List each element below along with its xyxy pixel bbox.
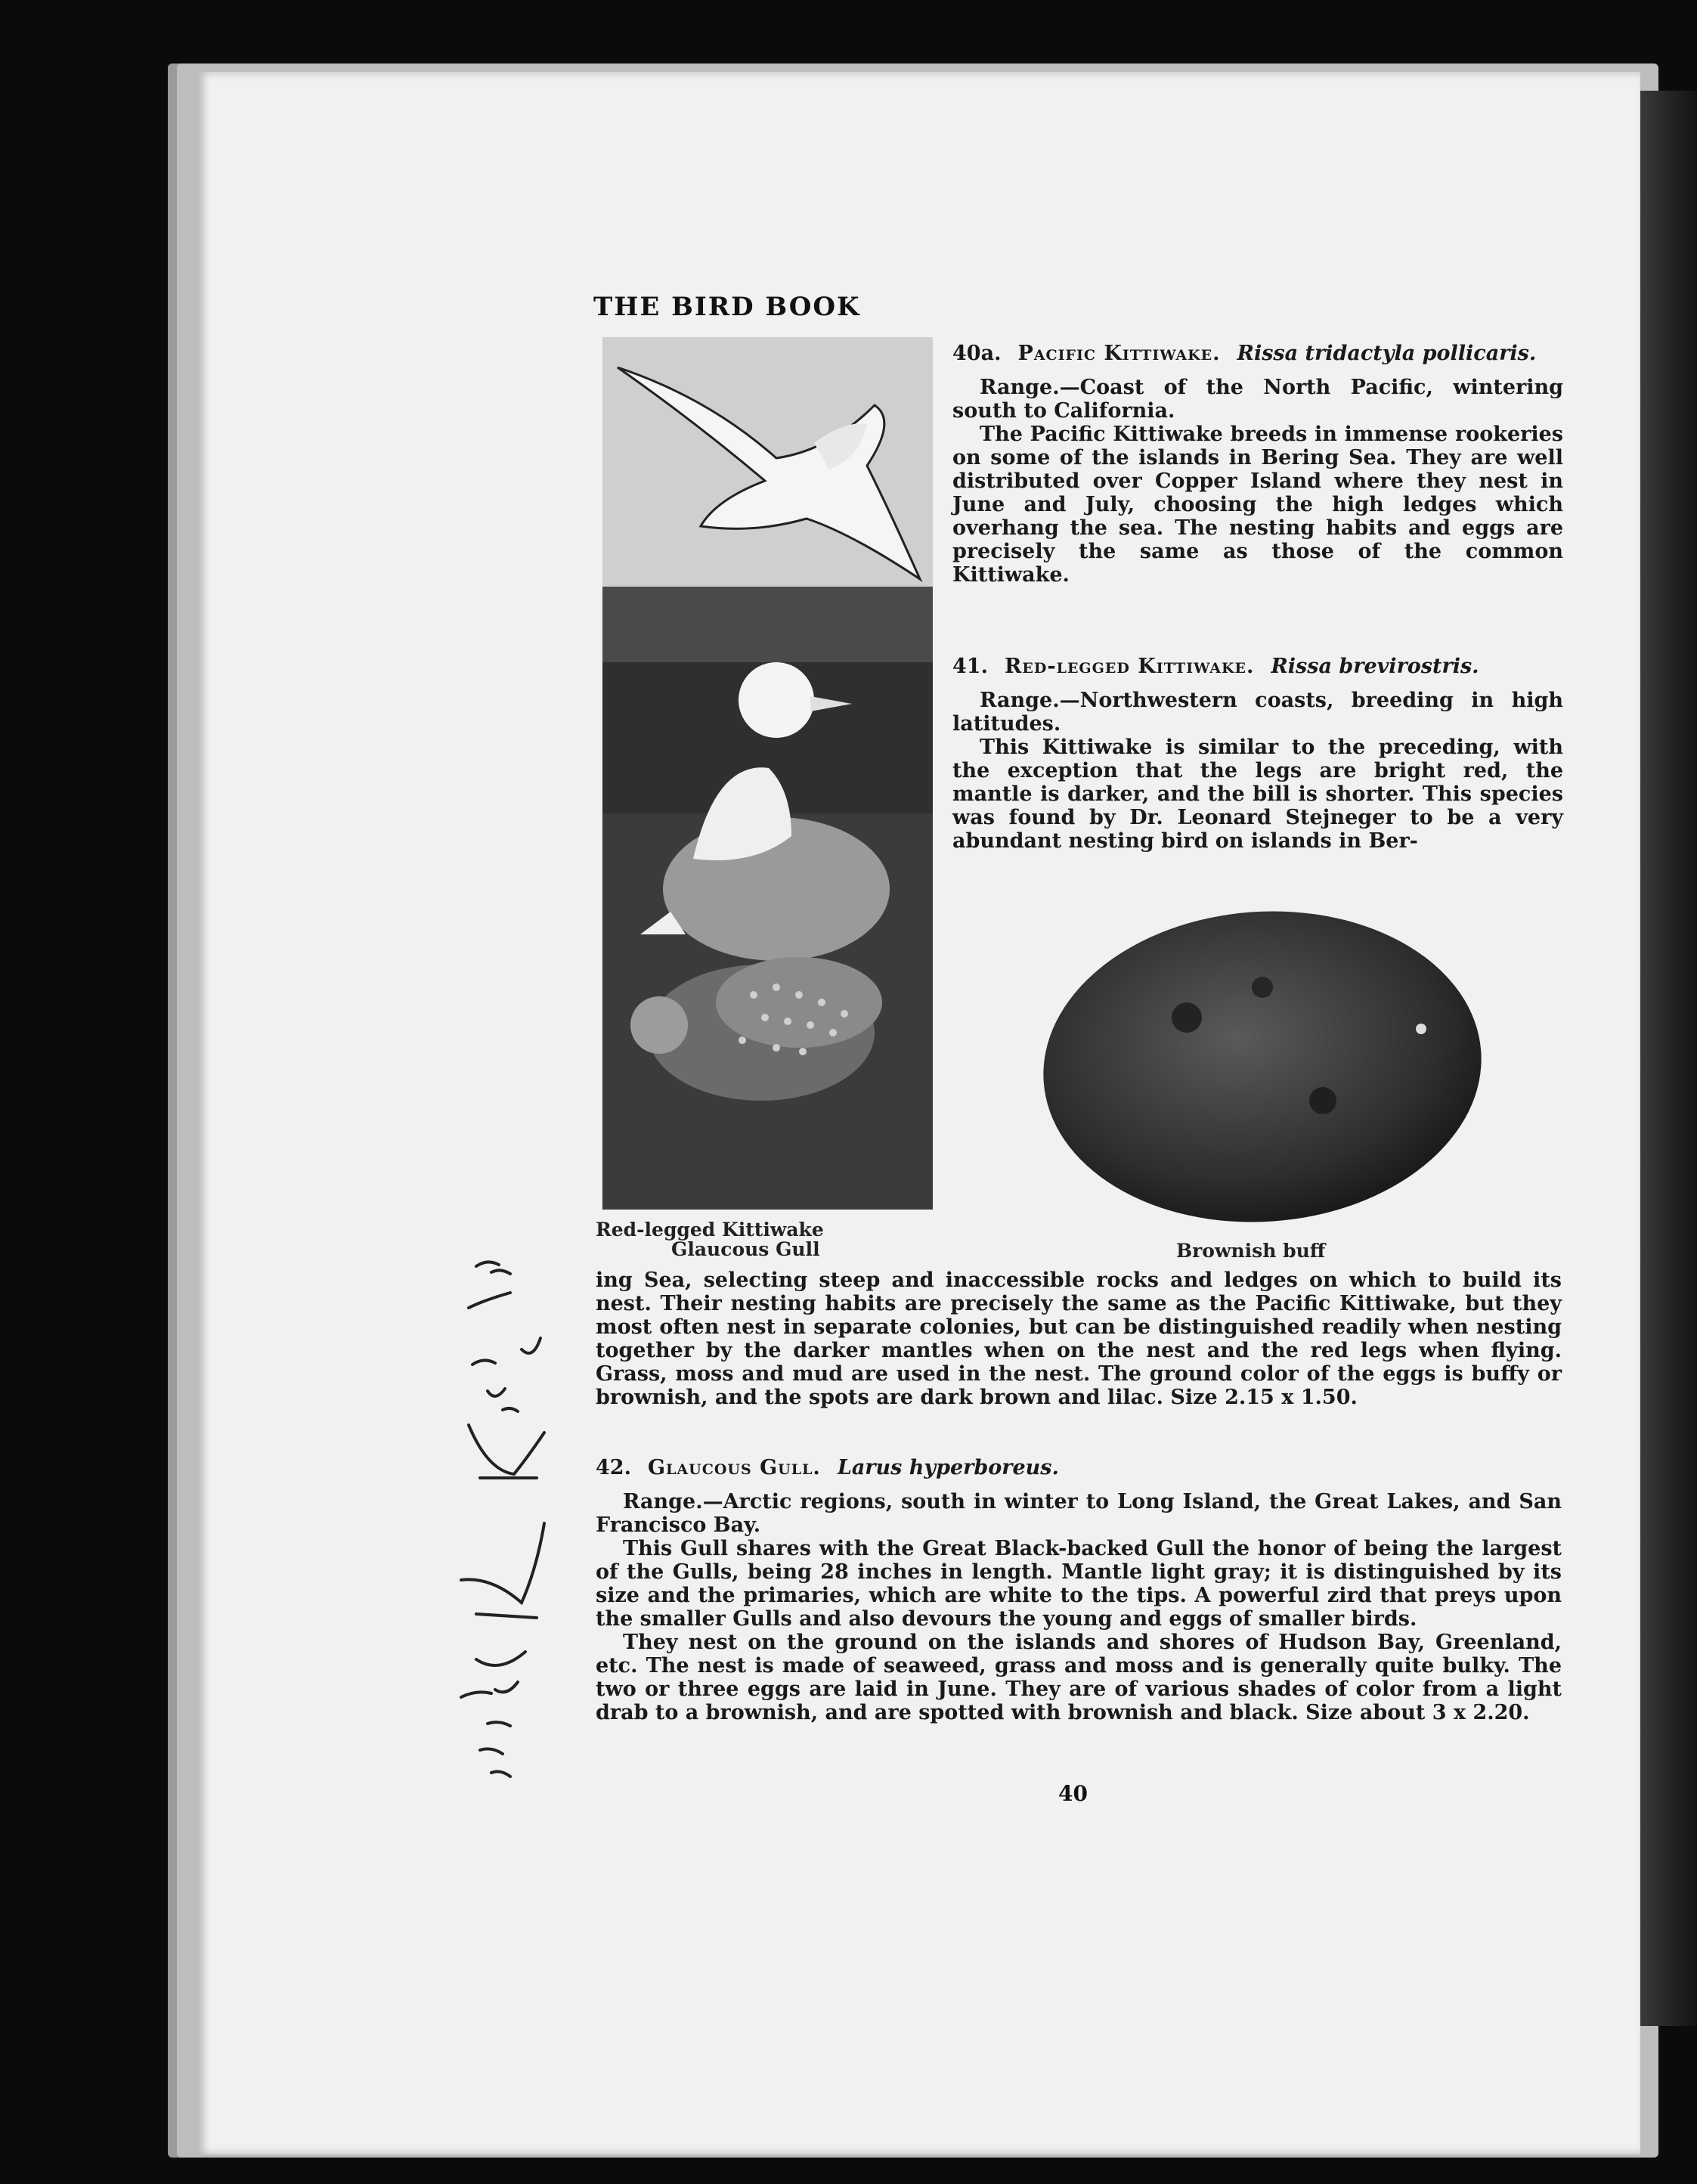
entry-number: 40a.: [952, 342, 1002, 365]
entry-body-continued: ing Sea, selecting steep and inaccessible rocks and ledges on which to build its nest. Their nesting habits are precisely the same as the Pacific Kittiwake, but they most often nest in separate colonies, but can be distinguished readily when nesting together by the darker mantles when on the nest and the red legs when flying. Grass, moss and mud are used in the nest. The ground color of the eggs is buffy or brownish, and the spots are dark brown and lilac. Size 2.15 x 1.50.: [596, 1269, 1562, 1409]
entry-range: Range.—Coast of the North Pacific, wintering south to California.: [952, 376, 1563, 423]
entry-common-name: Red-legged Kittiwake.: [1004, 655, 1255, 678]
margin-gulls-decoration: [446, 1251, 567, 1788]
binding-shadow: [1640, 91, 1697, 2026]
running-head: THE BIRD BOOK: [593, 292, 861, 322]
entry-latin-name: Rissa tridactyla pollicaris.: [1237, 342, 1537, 365]
bird-plate-illustration: [602, 337, 933, 1210]
plate-caption-line2: Glaucous Gull: [671, 1238, 820, 1260]
page-number: 40: [1058, 1781, 1088, 1806]
entry-pacific-kittiwake: [952, 342, 1563, 587]
entry-latin-name: Larus hyperboreus.: [837, 1456, 1059, 1479]
entry-number: 41.: [952, 655, 988, 678]
egg-caption: Brownish buff: [1176, 1240, 1326, 1262]
entry-number: 42.: [596, 1456, 631, 1479]
plate-caption-line1: Red-legged Kittiwake: [596, 1219, 824, 1241]
entry-common-name: Pacific Kittiwake.: [1017, 342, 1221, 365]
entry-range: Range.—Arctic regions, south in winter to Long Island, the Great Lakes, and San Francisco Bay.: [596, 1490, 1562, 1537]
egg-illustration: [1036, 904, 1489, 1229]
entry-heading: [596, 1456, 1562, 1479]
entry-glaucous-gull: [596, 1456, 1562, 1724]
entry-body: This Kittiwake is similar to the preceding, with the exception that the legs are bright red, the mantle is darker, and the bill is shorter. This species was found by Dr. Leonard Stejneger to be a very abundant nesting bird on islands in Ber-: [952, 736, 1563, 853]
entry-latin-name: Rissa brevirostris.: [1271, 655, 1479, 678]
entry-body: They nest on the ground on the islands and shores of Hudson Bay, Greenland, etc. The nest is made of seaweed, grass and moss and is generally quite bulky. The two or three eggs are laid in June. They are of various shades of color from a light drab to a brownish, and are spotted with brownish and black. Size about 3 x 2.20.: [596, 1631, 1562, 1724]
entry-common-name: Glaucous Gull.: [647, 1456, 821, 1479]
entry-body: The Pacific Kittiwake breeds in immense rookeries on some of the islands in Bering Sea. They are well distributed over Copper Island where they nest in June and July, choosing the high ledges which overhang the sea. The nesting habits and eggs are precisely the same as those of the common Kittiwake.: [952, 423, 1563, 587]
entry-red-legged-kittiwake: [952, 655, 1563, 853]
entry-heading: [952, 655, 1563, 678]
entry-red-legged-continued: [596, 1269, 1562, 1409]
entry-range: Range.—Northwestern coasts, breeding in high latitudes.: [952, 689, 1563, 736]
entry-body: This Gull shares with the Great Black-backed Gull the honor of being the largest of the Gulls, being 28 inches in length. Mantle light gray; it is distinguished by its size and the primaries, which are white to the tips. A powerful zird that preys upon the smaller Gulls and also devours the young and eggs of smaller birds.: [596, 1537, 1562, 1631]
entry-heading: [952, 342, 1563, 365]
